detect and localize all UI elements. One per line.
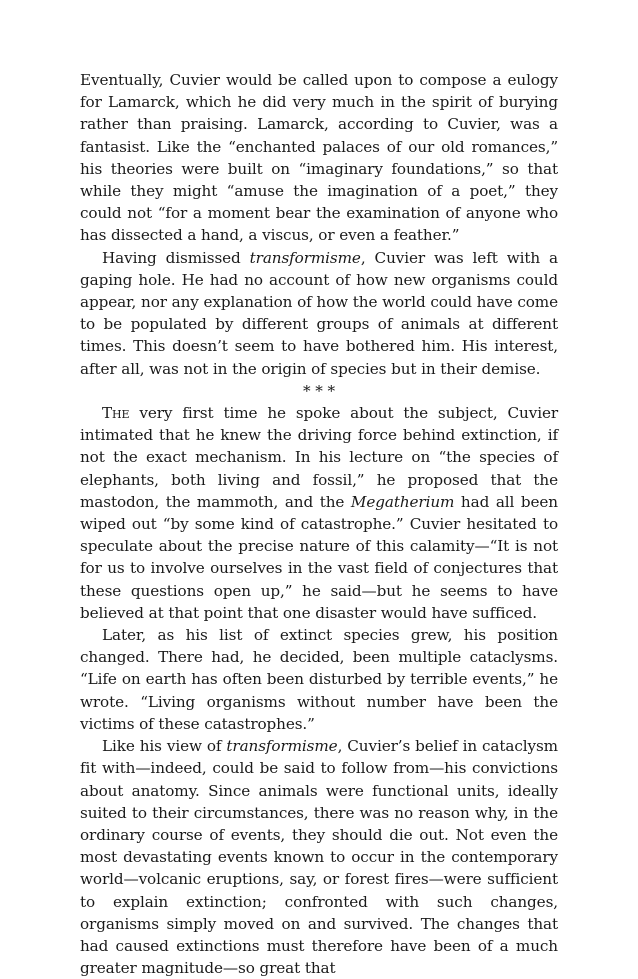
text-run: Later, as his list of extinct species grew, his position changed. There had, he decided, been multiple cataclysms. “Life on earth has often been disturbed by terrible events,” he wrote. “Living organisms without number have been the victims of these catastrophes.” (80, 626, 558, 733)
text-run: had all been wiped out “by some kind of catastrophe.” Cuvier hesitated to speculate about the precise nature of this calamity—“It is not for us to involve ourselves in the vast field of conjectures that these questions open up,” he said—but he seems to have believed at that point that one disaster would have sufficed. (80, 492, 558, 622)
italic-text: Megatherium (350, 492, 455, 511)
text-run: * * * (303, 381, 335, 400)
paragraph (80, 247, 558, 380)
text-run: very first time he spoke about the subject, Cuvier intimated that he knew the driving force behind extinction, if not the exact mechanism. In his lecture on “the species of elephants, both living and fossil,” he proposed that the mastodon, the mammoth, and the (80, 404, 558, 511)
small-caps-text: The (102, 404, 130, 423)
paragraph (80, 402, 558, 624)
italic-text: transformisme (226, 737, 338, 756)
paragraph (80, 69, 558, 247)
text-run: Having dismissed (102, 248, 250, 267)
text-run: Eventually, Cuvier would be called upon to compose a eulogy for Lamarck, which he did very much in the spirit of burying rather than praising. Lamarck, according to Cuvier, was a fantasist. Like the “enchanted palaces of our old romances,” his theories were built on “imaginary foundations,” so that while they might “amuse the imagination of a poet,” they could not “for a moment bear the examination of anyone who has dissected a hand, a viscus, or even a feather.” (80, 71, 558, 245)
text-run: Like his view of (102, 737, 227, 756)
body-text (80, 69, 558, 979)
italic-text: transformisme (249, 248, 361, 267)
paragraph (80, 735, 558, 979)
text-run: , Cuvier’s belief in cataclysm fit with—indeed, could be said to follow from—his convictions about anatomy. Since animals were functional units, ideally suited to their circumstances, there was no reason why, in the ordinary course of events, they should die out. Not even the most devastating events known to occur in the contemporary world—volcanic eruptions, say, or forest fires—were sufficient to explain extinction; confronted with such changes, organisms simply moved on and survived. The changes that had caused extinctions must therefore have been of a much greater magnitude—so great that (80, 737, 558, 978)
section-break (80, 380, 558, 402)
text-run: , Cuvier was left with a gaping hole. He had no account of how new organisms could appear, nor any explanation of how the world could have come to be populated by different groups of animals at different times. This doesn’t seem to have bothered him. His interest, after all, was not in the origin of species but in their demise. (80, 248, 558, 378)
paragraph (80, 624, 558, 735)
